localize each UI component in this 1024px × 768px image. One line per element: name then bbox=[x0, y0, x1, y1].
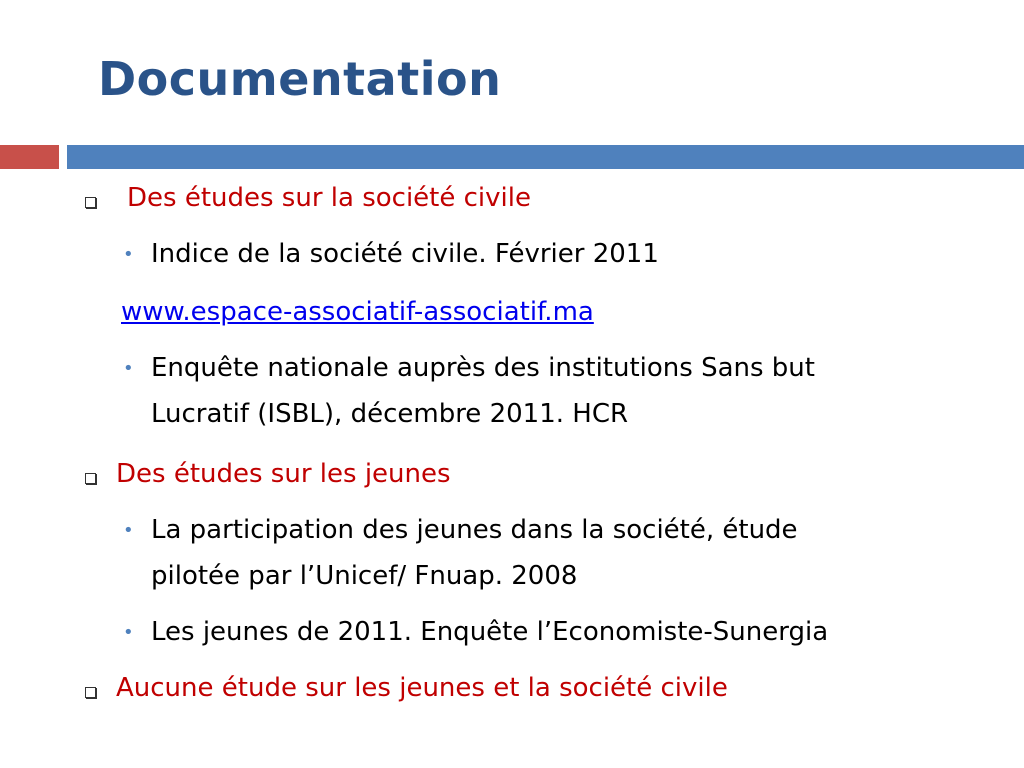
bullet-dot-icon: • bbox=[123, 520, 134, 541]
square-bullet-icon bbox=[85, 197, 96, 208]
section-heading: Des études sur les jeunes bbox=[116, 459, 451, 489]
list-item: Indice de la société civile. Février 2011 bbox=[151, 239, 659, 269]
accent-bar-right bbox=[67, 145, 1024, 169]
accent-bar-left bbox=[0, 145, 59, 169]
list-item-line: La participation des jeunes dans la société, étude bbox=[151, 515, 798, 545]
bullet-dot-icon: • bbox=[123, 244, 134, 265]
list-item-line: Enquête nationale auprès des institutions Sans but bbox=[151, 353, 815, 383]
list-item: Les jeunes de 2011. Enquête l’Economiste-Sunergia bbox=[151, 617, 829, 647]
bullet-dot-icon: • bbox=[123, 622, 134, 643]
square-bullet-icon bbox=[85, 687, 96, 698]
website-link[interactable]: www.espace-associatif-associatif.ma bbox=[121, 297, 594, 327]
list-item-line: pilotée par l’Unicef/ Fnuap. 2008 bbox=[151, 561, 578, 591]
section-heading: Aucune étude sur les jeunes et la société civile bbox=[116, 673, 728, 703]
slide-title: Documentation bbox=[98, 52, 502, 106]
section-heading: Des études sur la société civile bbox=[127, 183, 531, 213]
bullet-dot-icon: • bbox=[123, 358, 134, 379]
square-bullet-icon bbox=[85, 473, 96, 484]
list-item-line: Lucratif (ISBL), décembre 2011. HCR bbox=[151, 399, 629, 429]
